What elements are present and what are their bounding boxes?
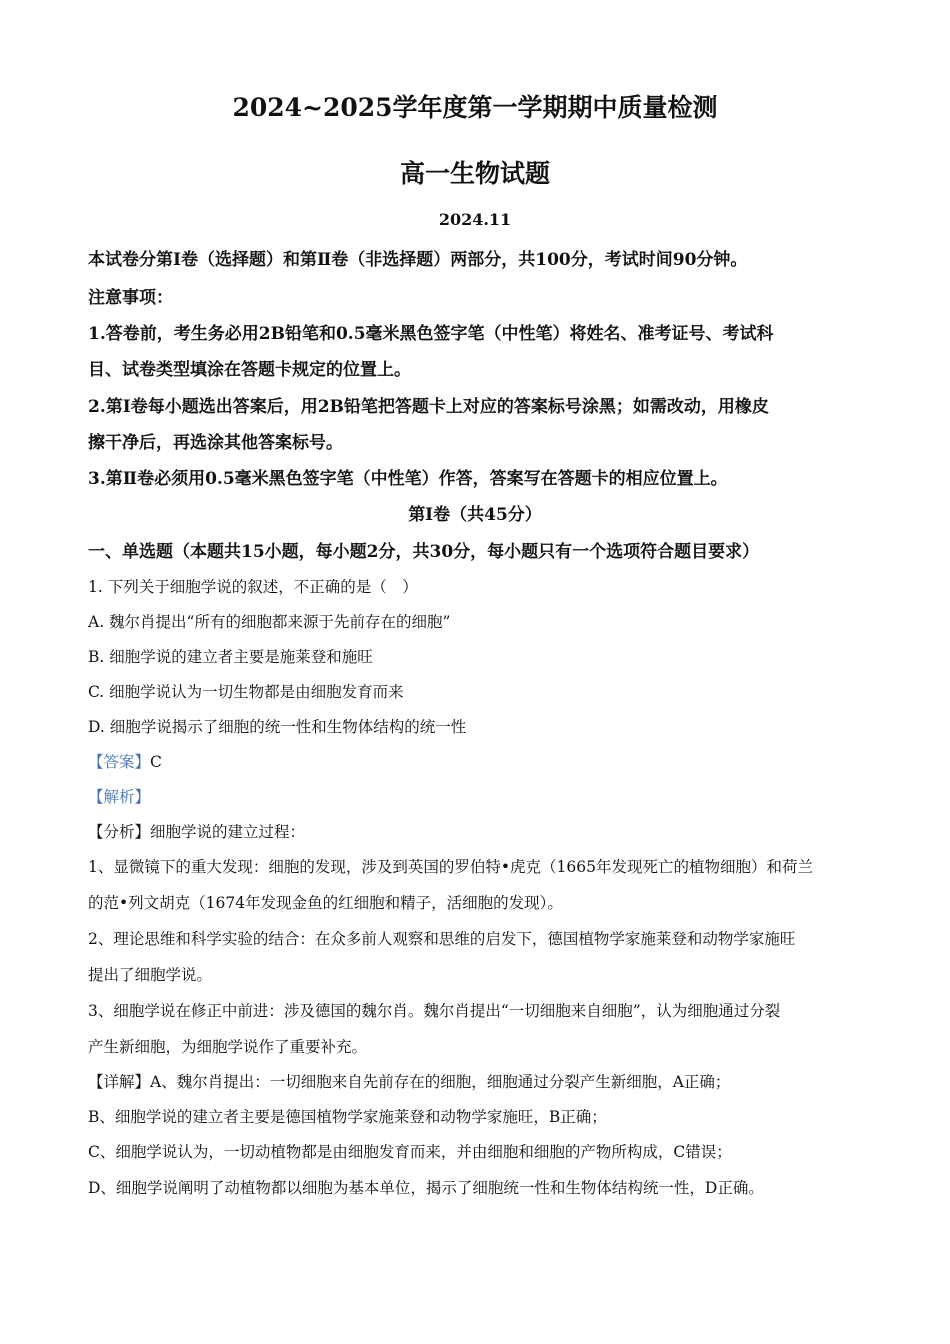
note-line: 目、试卷类型填涂在答题卡规定的位置上。 [88, 360, 411, 380]
note-line: 1.答卷前，考生务必用2B铅笔和0.5毫米黑色签字笔（中性笔）将姓名、准考证号、考试科 [88, 324, 774, 344]
answer-value: C [150, 753, 162, 771]
note-line: 擦干净后，再选涂其他答案标号。 [88, 433, 343, 453]
section-heading: 一、单选题（本题共15小题，每小题2分，共30分，每小题只有一个选项符合题目要求） [88, 542, 760, 562]
analysis-line: D、细胞学说阐明了动植物都以细胞为基本单位，揭示了细胞统一性和生物体结构统一性，D正确。 [88, 1179, 764, 1197]
answer-line [88, 750, 862, 772]
analysis-line: C、细胞学说认为，一切动植物都是由细胞发育而来，并由细胞和细胞的产物所构成，C错误； [88, 1143, 732, 1161]
part1-heading: 第Ⅰ卷（共45分） [408, 505, 542, 525]
intro-text: 本试卷分第Ⅰ卷（选择题）和第Ⅱ卷（非选择题）两部分，共100分，考试时间90分钟。 [88, 250, 748, 270]
option-d: D. 细胞学说揭示了细胞的统一性和生物体结构的统一性 [88, 718, 467, 736]
exam-title: 2024~2025学年度第一学期期中质量检测 [232, 93, 718, 122]
analysis-line: 【详解】A、魏尔肖提出：一切细胞来自先前存在的细胞，细胞通过分裂产生新细胞，A正确； [88, 1073, 731, 1091]
analysis-line: 3、细胞学说在修正中前进：涉及德国的魏尔肖。魏尔肖提出“一切细胞来自细胞”，认为细胞通过分裂 [88, 1002, 781, 1020]
analysis-line: 1、显微镜下的重大发现：细胞的发现，涉及到英国的罗伯特•虎克（1665年发现死亡的植物细胞）和荷兰 [88, 858, 813, 876]
analysis-line: B、细胞学说的建立者主要是德国植物学家施莱登和动物学家施旺，B正确； [88, 1108, 607, 1126]
notes-heading: 注意事项： [88, 288, 173, 308]
analysis-label: 【解析】 [88, 788, 151, 806]
option-b: B. 细胞学说的建立者主要是施莱登和施旺 [88, 648, 373, 666]
answer-label: 【答案】 [88, 753, 151, 771]
analysis-line: 产生新细胞，为细胞学说作了重要补充。 [88, 1038, 368, 1056]
exam-subtitle: 高一生物试题 [399, 159, 550, 188]
note-line: 2.第Ⅰ卷每小题选出答案后，用2B铅笔把答题卡上对应的答案标号涂黑；如需改动，用橡皮 [88, 397, 769, 417]
question-stem: 1. 下列关于细胞学说的叙述，不正确的是（ ） [88, 578, 418, 596]
analysis-line: 的范•列文胡克（1674年发现金鱼的红细胞和精子，活细胞的发现）。 [88, 894, 563, 912]
analysis-line: 2、理论思维和科学实验的结合：在众多前人观察和思维的启发下，德国植物学家施莱登和动物学家施旺 [88, 930, 796, 948]
analysis-line: 提出了细胞学说。 [88, 966, 213, 984]
exam-date: 2024.11 [438, 210, 512, 229]
option-c: C. 细胞学说认为一切生物都是由细胞发育而来 [88, 683, 404, 701]
note-line: 3.第Ⅱ卷必须用0.5毫米黑色签字笔（中性笔）作答，答案写在答题卡的相应位置上。 [88, 469, 728, 489]
analysis-line: 【分析】细胞学说的建立过程： [88, 823, 306, 841]
option-a: A. 魏尔肖提出“所有的细胞都来源于先前存在的细胞” [88, 613, 451, 631]
